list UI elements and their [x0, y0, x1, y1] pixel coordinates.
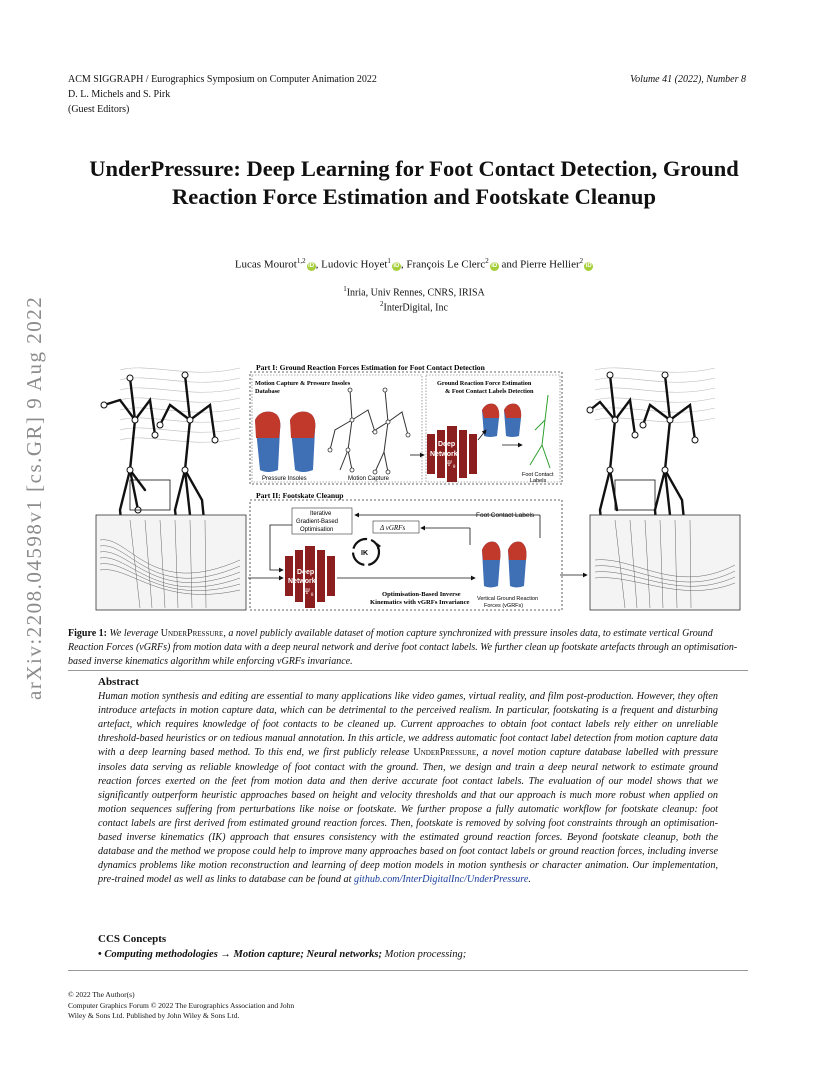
author-name: Lucas Mourot — [234, 258, 297, 271]
abstract-heading: Abstract — [98, 676, 139, 688]
motion-capture-label: Motion Capture — [348, 476, 390, 482]
theta-label-2: θ — [311, 593, 314, 598]
psi-label-2: Ψ — [304, 587, 310, 596]
author-name: Ludovic Hoyet — [321, 258, 388, 271]
caption-text-after: , a novel publicly available dataset of motion capture synchronized with pressure insoles data, to estimate vertical Ground Reaction Forces (vGRFs) from motion data with a deep neural network and derive foot contact labels. We further clean up footskate artefacts through an optimisation-based inverse kinematics algorithm while enforcing vGRFs invariance. — [68, 628, 738, 667]
author-affil: 2 — [579, 257, 584, 265]
arxiv-stamp: arXiv:2208.04598v1 [cs.GR] 9 Aug 2022 — [22, 295, 46, 700]
orcid-icon[interactable]: iD — [491, 262, 498, 269]
venue-header — [68, 72, 377, 117]
venue-line-2: D. L. Michels and S. Pirk — [68, 89, 171, 100]
vgrf-label-1: Vertical Ground Reaction — [477, 596, 539, 602]
divider-top — [68, 670, 748, 671]
right-character-panel — [587, 368, 740, 610]
foot-contact-skeleton — [530, 395, 550, 468]
deep-label: Deep — [438, 441, 456, 448]
part1-left-title-2: Database — [255, 388, 280, 395]
ccs-item: • Computing methodologies → Motion capture; Neural networks; Motion processing; — [98, 949, 467, 960]
foot-contact-label-2: Labels — [530, 478, 547, 484]
theta-label: θ — [453, 465, 456, 470]
github-link[interactable]: github.com/InterDigitalInc/UnderPressure — [353, 874, 529, 886]
vgrf-label-2: Forces (vGRFs) — [484, 603, 524, 609]
part1-left-title-1: Motion Capture & Pressure Insoles — [255, 380, 351, 387]
opt-label-1: Optimisation-Based Inverse — [382, 591, 461, 598]
caption-dataset-name: UnderPressure — [160, 628, 224, 639]
iterative-label-2: Gradient-Based — [296, 519, 339, 525]
iterative-label-1: Iterative — [310, 511, 332, 517]
caption-text-before: We leverage — [109, 628, 161, 639]
vgrf-insoles-small — [482, 404, 521, 437]
network-label-2: Network — [288, 578, 316, 585]
opt-label-2: Kinematics with vGRFs Invariance — [370, 599, 470, 606]
orcid-icon[interactable]: iD — [308, 262, 315, 269]
venue-line-3: (Guest Editors) — [68, 104, 130, 115]
psi-label: Ψ — [446, 459, 452, 468]
author-affil: 1,2 — [296, 257, 306, 265]
left-character-panel — [96, 368, 246, 610]
deep-label-2: Deep — [297, 569, 315, 576]
delta-vgrfs-label: Δ vGRFs — [380, 524, 406, 532]
pressure-insoles-image — [255, 412, 315, 472]
affiliation-2: $^2$InterDigital, Inc — [380, 300, 448, 314]
author-sep: and — [498, 258, 521, 271]
abstract-body: Human motion synthesis and editing are essential to many applications like video games, virtual reality, and film post-production. However, they often introduce artefacts in motion capture data, which can be detrimental to the perceived realism. In particular, footskating is a frequent and disturbing artefact, which requires knowledge of foot contacts to be cleaned up. Current approaches to obtain foot contact labels rely either on unreliable threshold-based heuristics or on tedious manual annotation. In this article, we address automatic foot contact label detection from motion capture data with a deep learning based method. To this end, we first publicly release UnderPressure, a novel motion capture database labelled with pressure insoles data serving as reliable knowledge of foot contact with the ground. Then, we design and train a deep neural network to estimate ground reaction forces exerted on the feet from motion data and then derive accurate foot contact labels. The evaluation of our model shows that we significantly outperform heuristic approaches based on height and velocity thresholds and that our approach is much more robust when applied on motion sequences suffering from perturbations like noise or footskate. We further propose a fully automatic workflow for footskate cleanup: foot contact labels are first derived from estimated ground reaction forces. Then, footskate is removed by solving foot constraints through an optimisation-based inverse kinematics (IK) approach that ensures consistency with the estimated ground reaction forces. Beyond footskate cleanup, both the database and the method we propose could help to improve many approaches based on foot contact labels or ground reaction forces, including inverse dynamics problems like motion reconstruction and learning of deep motion models in motion synthesis or character animation. Our implementation, pre-trained model as well as links to database can be found at github.com/InterDigitalInc/UnderPressure. — [98, 691, 718, 886]
orcid-icon[interactable]: iD — [585, 262, 592, 269]
author-list — [0, 257, 828, 271]
figure-caption — [68, 627, 748, 669]
caption-label: Figure 1: — [68, 628, 107, 639]
abstract-dataset-name: UnderPressure — [413, 747, 477, 759]
foot-contact-label-1: Foot Contact — [522, 472, 554, 478]
mocap-skeleton — [330, 390, 408, 472]
part1-right-title-1: Ground Reaction Force Estimation — [437, 380, 532, 387]
author-affil: 2 — [485, 257, 489, 265]
deep-network-block-2 — [285, 546, 335, 608]
author-sep: , — [315, 258, 322, 271]
affiliation-1: $^1$Inria, Univ Rennes, CNRS, IRISA — [343, 285, 485, 299]
network-label: Network — [430, 451, 458, 458]
author-name: François Le Clerc — [406, 258, 486, 271]
part1-title: Part I: Ground Reaction Forces Estimation for Foot Contact Detection — [256, 363, 485, 372]
venue-line-1: ACM SIGGRAPH / Eurographics Symposium on Computer Animation 2022 — [68, 74, 377, 85]
volume-header: Volume 41 (2022), Number 8 — [630, 74, 746, 85]
teaser-figure — [90, 360, 750, 615]
pressure-insoles-label: Pressure Insoles — [262, 476, 307, 482]
abstract-section — [98, 675, 718, 887]
divider-bottom — [68, 970, 748, 971]
foot-contact-labels-2: Foot Contact Labels — [476, 512, 535, 519]
author-sep: , — [400, 258, 407, 271]
author-name: Pierre Hellier — [520, 258, 580, 271]
part1-right-title-2: & Foot Contact Labels Detection — [445, 388, 534, 395]
author-affil: 1 — [387, 257, 391, 265]
ccs-heading: CCS Concepts — [98, 933, 167, 945]
ik-label: IK — [361, 550, 368, 557]
copyright-footer: © 2022 The Author(s) Computer Graphics Forum © 2022 The Eurographics Association and John Wiley & Sons Ltd. Published by John Wiley & Sons Ltd. — [68, 990, 295, 1020]
paper-title: UnderPressure: Deep Learning for Foot Contact Detection, Ground Reaction Force Estimation and Footskate Cleanup — [89, 156, 739, 209]
ccs-concepts — [98, 932, 718, 962]
vgrf-insoles — [482, 542, 526, 588]
part2-title: Part II: Footskate Cleanup — [256, 491, 344, 500]
orcid-icon[interactable]: iD — [393, 262, 400, 269]
iterative-label-3: Optimisation — [300, 527, 334, 533]
